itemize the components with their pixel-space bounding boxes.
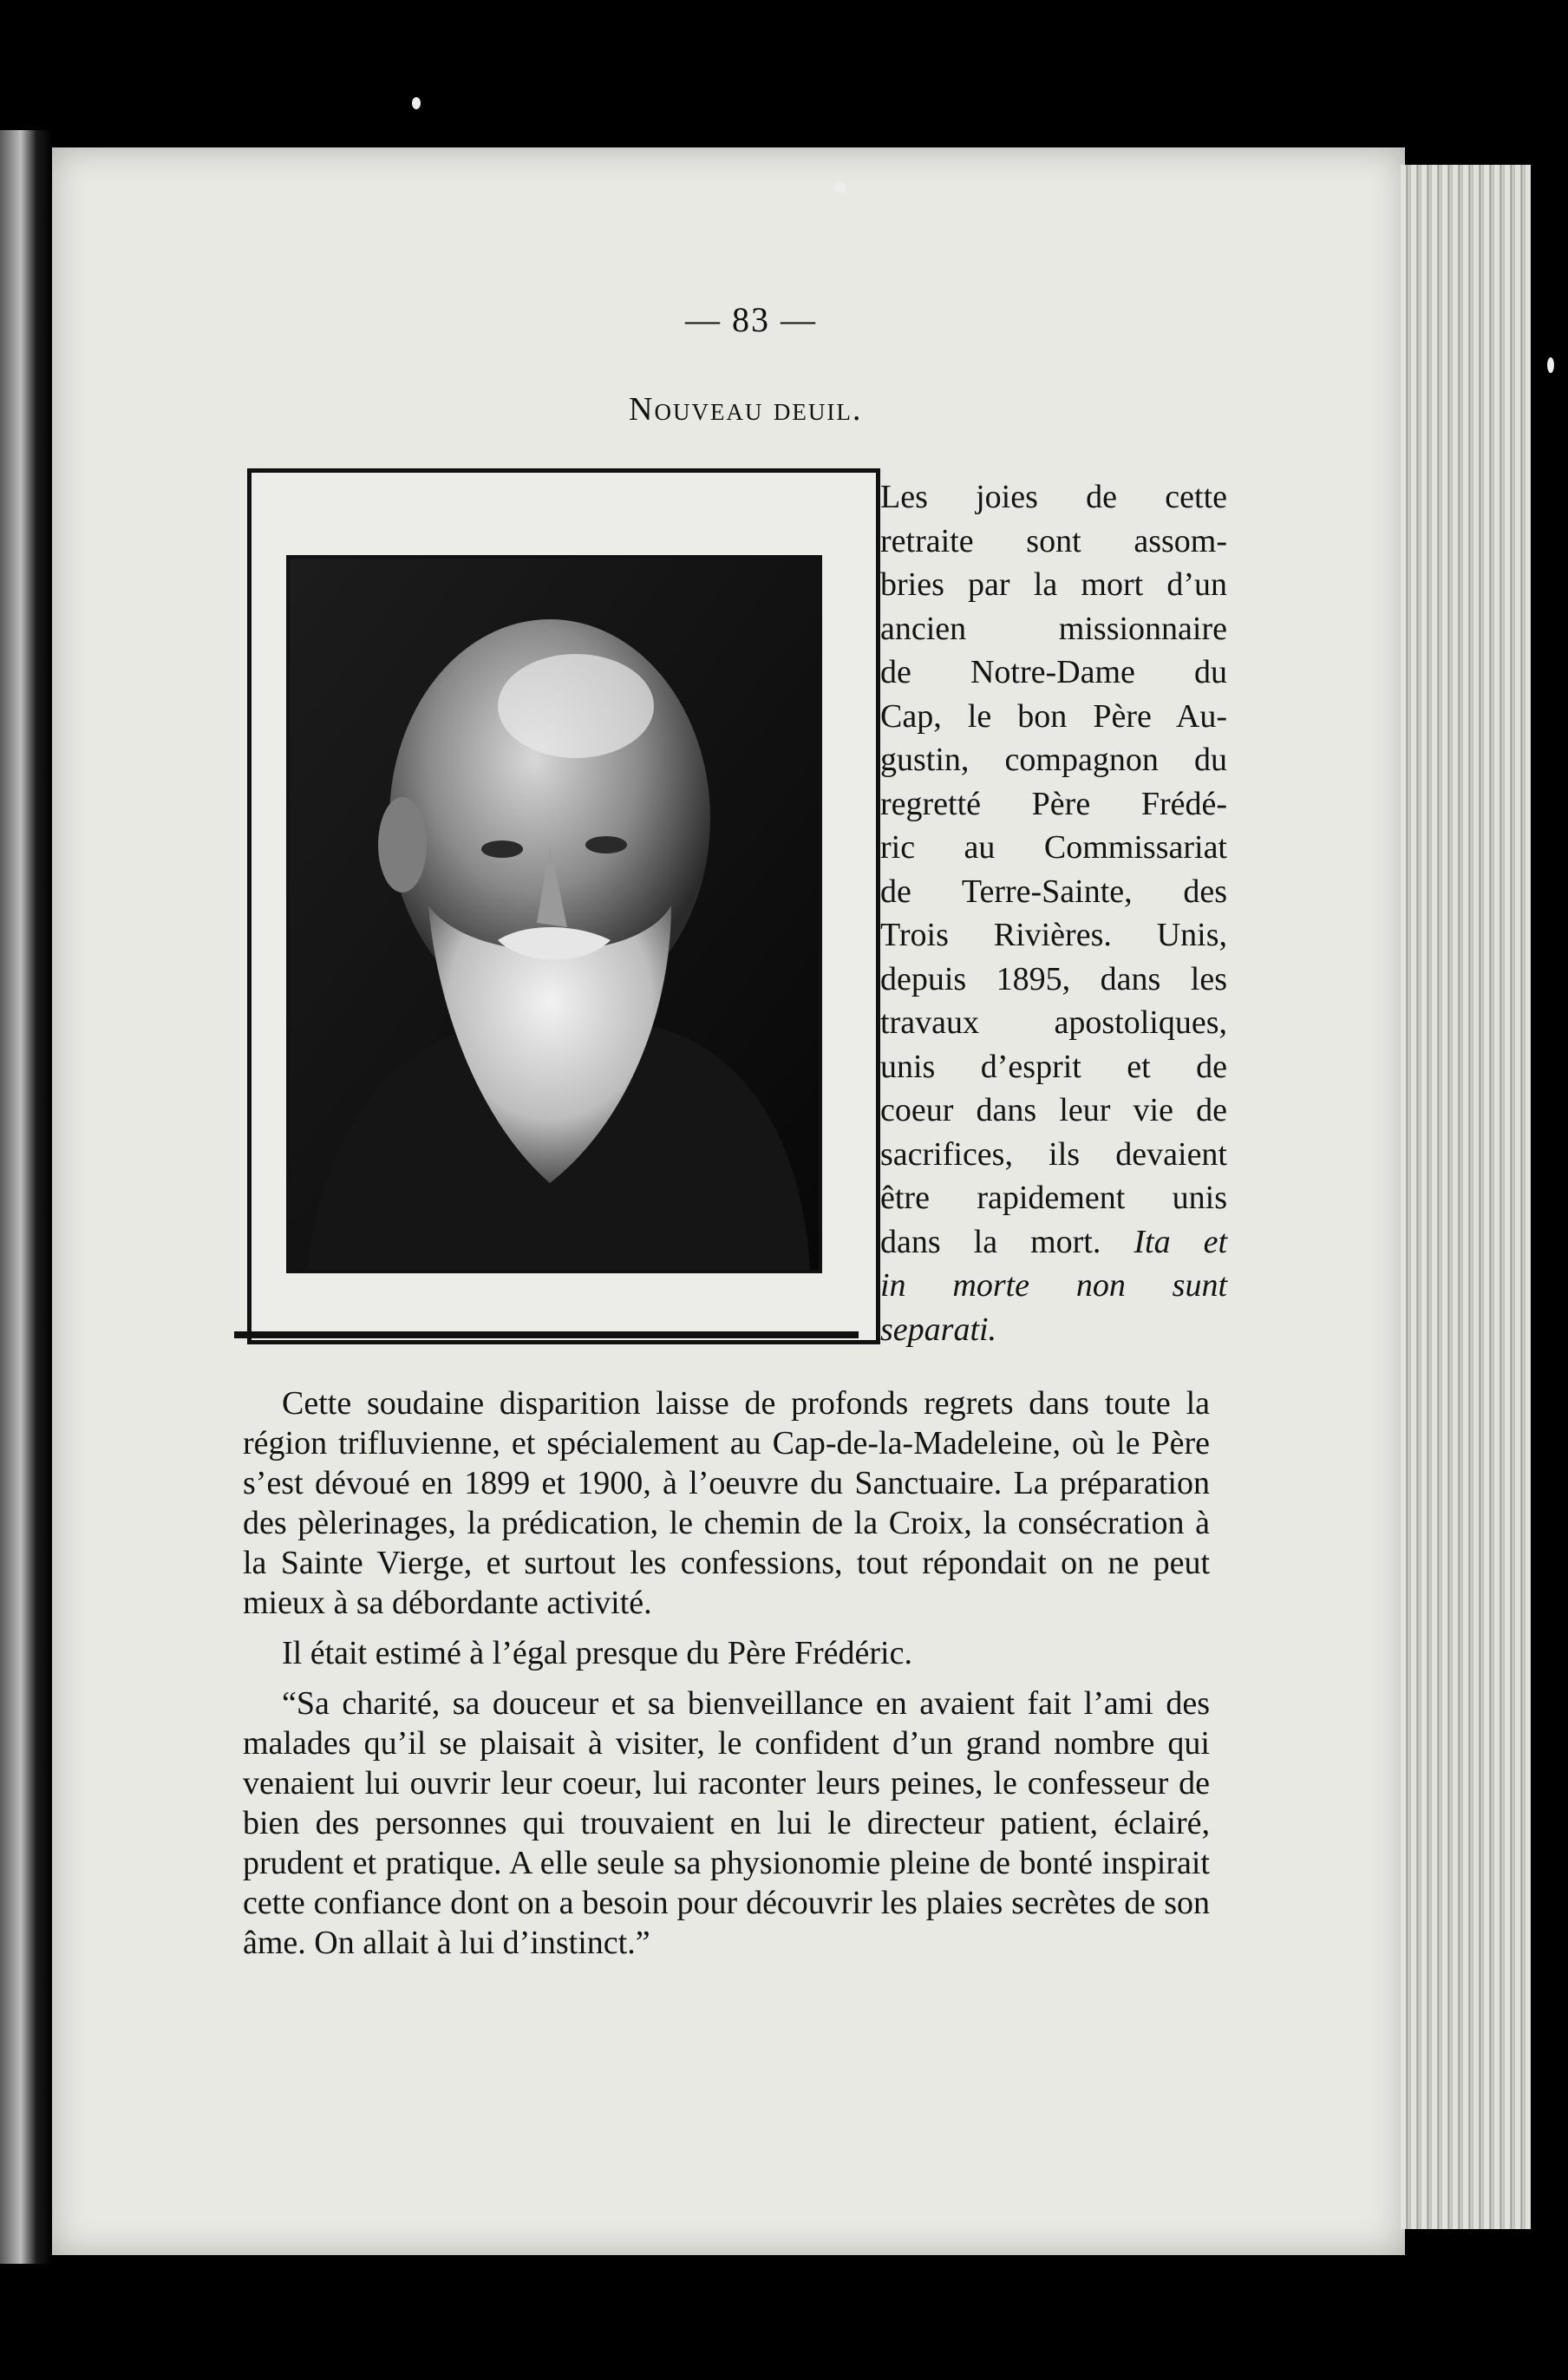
text-line: de Terre-Sainte, des	[880, 873, 1227, 910]
film-speck	[412, 97, 421, 109]
page-stack-edges	[1401, 165, 1531, 2229]
text-line: ric au Commissariat	[880, 829, 1227, 866]
text-line: de Notre-Dame du	[880, 654, 1227, 690]
text-line: Les joies de cette	[880, 479, 1227, 515]
text-line: être rapidement unis	[880, 1180, 1227, 1216]
text-line: depuis 1895, dans les	[880, 960, 1227, 997]
text-line: bries par la mort d’un	[880, 566, 1227, 603]
text-line-italic	[880, 1308, 1227, 1352]
text-line: Cap, le bon Père Au-	[880, 697, 1227, 735]
text-line: retraite sont assom-	[880, 522, 1227, 559]
text-line: unis d’esprit et de	[880, 1048, 1227, 1085]
film-speck	[1547, 357, 1554, 373]
film-speck	[834, 182, 846, 193]
text-line: regretté Père Frédé-	[880, 785, 1227, 822]
page-number-text: — 83 —	[685, 300, 817, 339]
body-text	[243, 1383, 1210, 1973]
paragraph: Il était estimé à l’égal presque du Père Frédéric.	[282, 1635, 912, 1671]
paragraph: Cette soudaine disparition laisse de profonds regrets dans toute la région trifluvienne, et spécialement au Cap-de-la-Madeleine, où le Père s’est dévoué en 1899 et 1900, à l’oeuvre du Sanctuaire. La préparation des pèlerinages, la prédication, le chemin de la Croix, la consécration à la Sainte Vierge, et surtout les confessions, tout répondait on ne peut mieux à sa débordante activité.	[243, 1385, 1210, 1621]
latin-phrase: Ita et	[1134, 1223, 1227, 1260]
text-line: coeur dans leur vie de	[880, 1092, 1227, 1128]
text-line: travaux apostoliques,	[880, 1004, 1227, 1041]
latin-phrase: separati.	[880, 1311, 997, 1348]
text-line: gustin, compagnon du	[880, 742, 1227, 778]
text-segment: dans la mort.	[880, 1223, 1101, 1260]
section-title: Nouveau deuil.	[629, 391, 863, 428]
latin-phrase: in morte non sunt	[880, 1267, 1227, 1304]
text-line: Trois Rivières. Unis,	[880, 917, 1227, 953]
text-line-italic	[880, 1264, 1227, 1308]
paragraph: “Sa charité, sa douceur et sa bienveillance en avaient fait l’ami des malades qu’il se plaisait à visiter, le confident d’un grand nombre qui venaient lui ouvrir leur coeur, lui raconter leurs peines, le confesseur de bien des personnes qui trouvaient en lui le directeur patient, éclairé, prudent et pratique. A elle seule sa physionomie pleine de bonté inspirait cette confiance dont on a besoin pour découvrir les plaies secrètes de son âme. On allait à lui d’instinct.”	[243, 1685, 1210, 1961]
side-column-text	[880, 475, 1227, 1351]
text-line: ancien missionnaire	[880, 610, 1227, 647]
text-line: sacrifices, ils devaient	[880, 1135, 1227, 1173]
portrait-image	[290, 559, 819, 1270]
book-binding-edge	[0, 130, 52, 2264]
text-line-mixed	[880, 1220, 1227, 1265]
portrait-photo	[286, 555, 822, 1273]
frame-bottom-rule	[234, 1331, 859, 1338]
